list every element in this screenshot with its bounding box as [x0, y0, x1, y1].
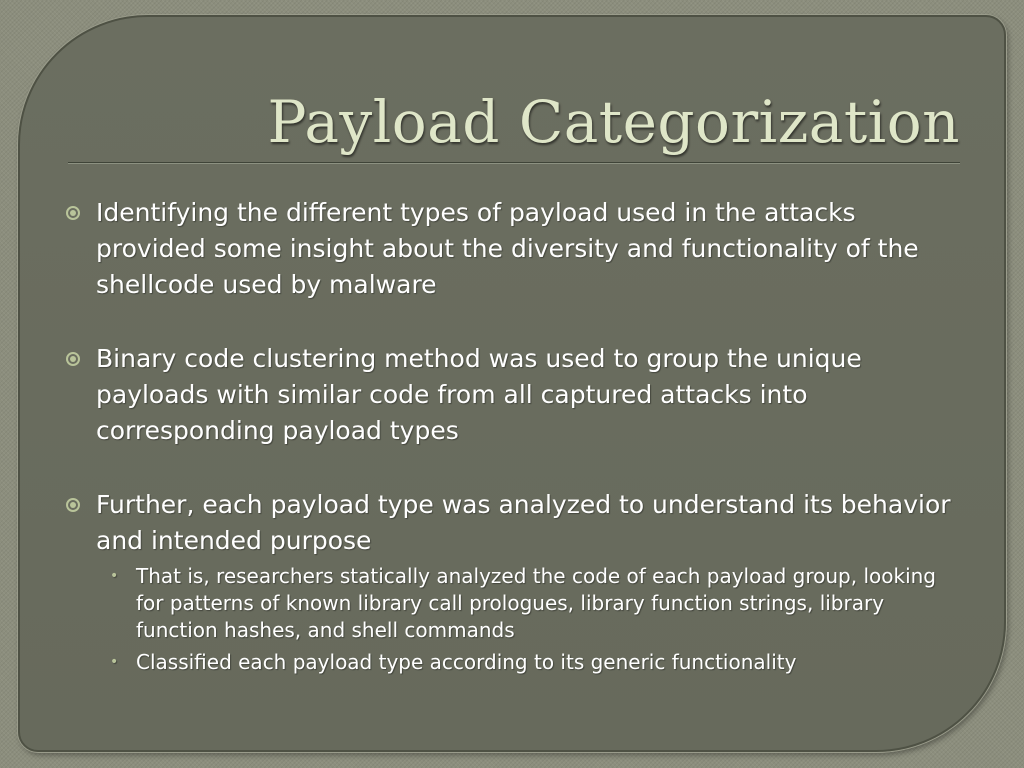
slide — [18, 15, 1006, 752]
bullet-item — [64, 487, 964, 676]
circle-bullet-icon — [66, 206, 80, 220]
bullet-text: Further, each payload type was analyzed to understand its behavior and intended purpose — [96, 490, 951, 555]
bullet-item — [64, 195, 964, 303]
circle-bullet-icon — [66, 352, 80, 366]
bullet-item — [64, 341, 964, 449]
sub-bullet-list — [96, 563, 964, 676]
dot-bullet-icon: • — [110, 654, 119, 670]
sub-bullet-text: Classified each payload type according to its generic functionality — [136, 650, 797, 674]
dot-bullet-icon: • — [110, 568, 119, 584]
title-divider — [68, 162, 960, 164]
slide-content — [64, 195, 964, 681]
circle-bullet-icon — [66, 498, 80, 512]
sub-bullet-item — [96, 649, 964, 676]
sub-bullet-item — [96, 563, 964, 644]
slide-title: Payload Categorization — [267, 88, 960, 156]
sub-bullet-text: That is, researchers statically analyzed the code of each payload group, looking for patterns of known library call prologues, library function strings, library function hashes, and shell commands — [136, 564, 936, 642]
bullet-text: Binary code clustering method was used to group the unique payloads with similar code from all captured attacks into corresponding payload types — [96, 344, 862, 445]
bullet-text: Identifying the different types of payload used in the attacks provided some insight about the diversity and functionality of the shellcode used by malware — [96, 198, 919, 299]
